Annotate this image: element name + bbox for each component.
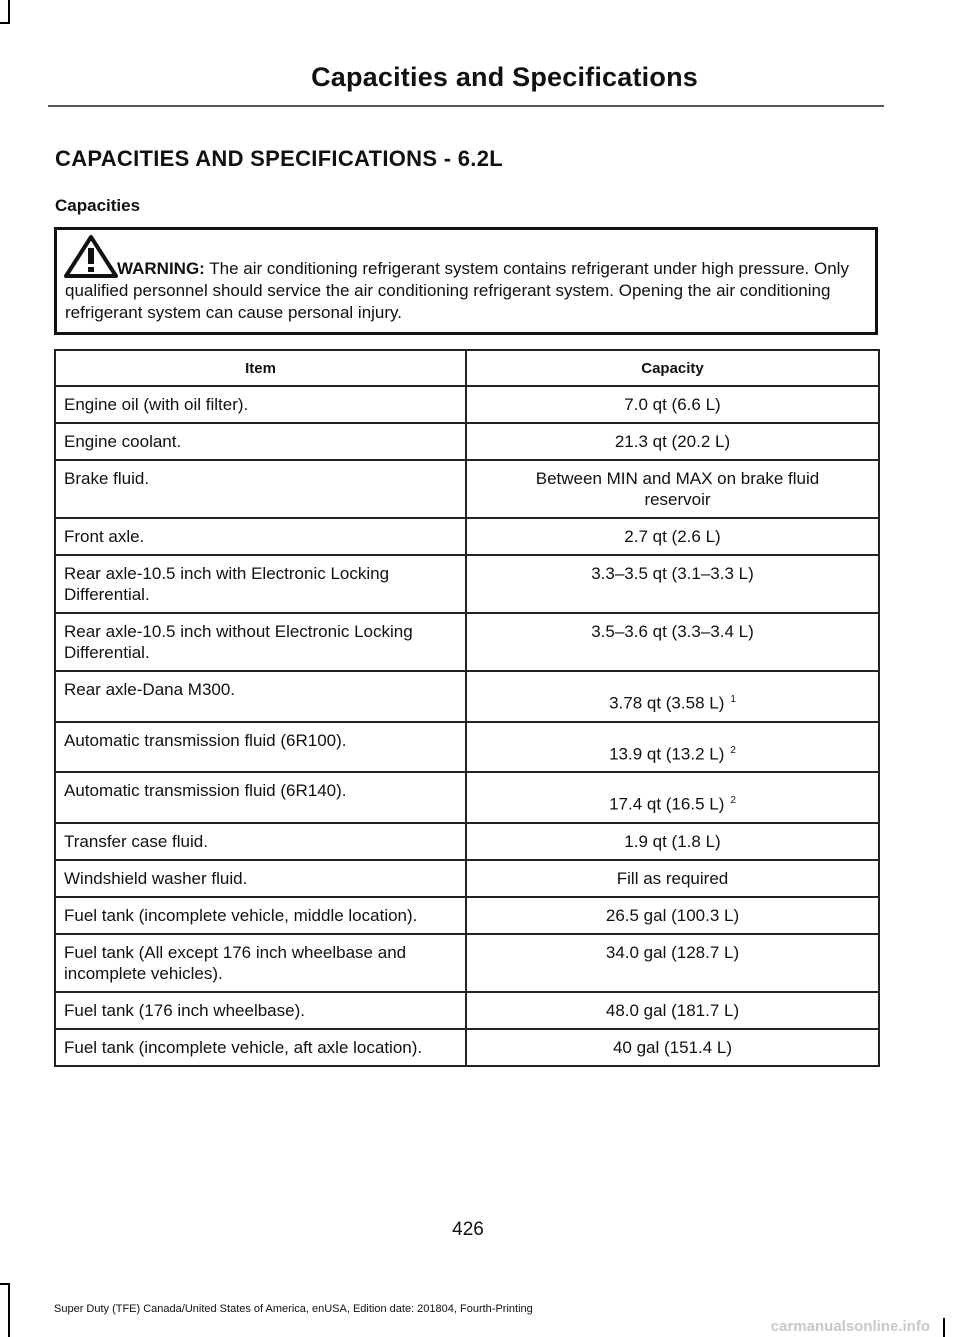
capacity-value: 17.4 qt (16.5 L) <box>609 794 725 814</box>
watermark: carmanualsonline.info <box>770 1318 930 1335</box>
capacity-cell: 48.0 gal (181.7 L) <box>466 992 879 1029</box>
item-cell: Rear axle-Dana M300. <box>55 671 466 722</box>
capacity-cell <box>466 772 879 823</box>
capacity-cell: 3.5–3.6 qt (3.3–3.4 L) <box>466 613 879 671</box>
capacities-table <box>54 349 880 1067</box>
page-number: 426 <box>452 1219 484 1240</box>
item-cell: Engine coolant. <box>55 423 466 460</box>
item-cell: Engine oil (with oil filter). <box>55 386 466 423</box>
table-row <box>55 860 879 897</box>
warning-box <box>54 227 878 335</box>
capacity-cell <box>466 722 879 773</box>
footnote-marker: 1 <box>730 694 736 705</box>
table-row <box>55 386 879 423</box>
table-row <box>55 423 879 460</box>
section-title: CAPACITIES AND SPECIFICATIONS - 6.2L <box>55 146 503 171</box>
capacity-cell: 34.0 gal (128.7 L) <box>466 934 879 992</box>
item-cell: Fuel tank (All except 176 inch wheelbase and incomplete vehicles). <box>55 934 466 992</box>
table-row <box>55 518 879 555</box>
warning-label: WARNING: <box>117 259 205 278</box>
crop-mark-bottom-right <box>943 1318 945 1337</box>
table-row <box>55 772 879 823</box>
item-cell: Windshield washer fluid. <box>55 860 466 897</box>
item-cell: Fuel tank (incomplete vehicle, aft axle location). <box>55 1029 466 1066</box>
item-cell: Brake fluid. <box>55 460 466 518</box>
table-header-row <box>55 350 879 386</box>
capacity-cell: Fill as required <box>466 860 879 897</box>
table-row <box>55 934 879 992</box>
item-cell: Front axle. <box>55 518 466 555</box>
table-row <box>55 460 879 518</box>
footnote-marker: 2 <box>730 795 736 807</box>
crop-mark-top-left-h <box>0 22 10 24</box>
warning-triangle-icon <box>63 234 119 280</box>
page-header-title: Capacities and Specifications <box>311 62 698 92</box>
item-cell: Fuel tank (176 inch wheelbase). <box>55 992 466 1029</box>
crop-mark-bottom-left <box>8 1283 10 1337</box>
capacity-cell: 3.3–3.5 qt (3.1–3.3 L) <box>466 555 879 613</box>
item-cell: Automatic transmission fluid (6R100). <box>55 722 466 773</box>
warning-text <box>65 258 867 324</box>
capacity-cell: Between MIN and MAX on brake fluid reservoir <box>466 460 879 518</box>
table-row <box>55 992 879 1029</box>
footnote-marker: 2 <box>730 744 736 756</box>
item-cell: Rear axle-10.5 inch with Electronic Locking Differential. <box>55 555 466 613</box>
footer-edition-info: Super Duty (TFE) Canada/United States of America, enUSA, Edition date: 201804, Fourth-Printing <box>54 1303 533 1315</box>
item-cell: Transfer case fluid. <box>55 823 466 860</box>
capacity-cell: 40 gal (151.4 L) <box>466 1029 879 1066</box>
table-row <box>55 897 879 934</box>
capacity-cell: 7.0 qt (6.6 L) <box>466 386 879 423</box>
item-cell: Rear axle-10.5 inch without Electronic Locking Differential. <box>55 613 466 671</box>
table-row <box>55 722 879 773</box>
item-cell: Automatic transmission fluid (6R140). <box>55 772 466 823</box>
capacity-cell: 2.7 qt (2.6 L) <box>466 518 879 555</box>
table-row <box>55 823 879 860</box>
table-row <box>55 671 879 722</box>
capacity-value: 13.9 qt (13.2 L) <box>609 744 725 764</box>
table-row <box>55 613 879 671</box>
crop-mark-bottom-left-h <box>0 1283 10 1285</box>
header-divider <box>48 105 884 107</box>
table-row <box>55 555 879 613</box>
capacity-cell: 21.3 qt (20.2 L) <box>466 423 879 460</box>
capacity-cell: 1.9 qt (1.8 L) <box>466 823 879 860</box>
section-subheading: Capacities <box>55 196 141 215</box>
capacity-cell <box>466 671 879 722</box>
capacity-cell: 26.5 gal (100.3 L) <box>466 897 879 934</box>
item-cell: Fuel tank (incomplete vehicle, middle location). <box>55 897 466 934</box>
warning-body: The air conditioning refrigerant system contains refrigerant under high pressure. Only qualified personnel should service the air conditioning refrigerant system. Opening the air conditioning refrigerant system can cause personal injury. <box>65 259 849 322</box>
column-header-capacity: Capacity <box>466 350 879 386</box>
capacity-value: 3.78 qt (3.58 L) <box>609 693 725 713</box>
table-row <box>55 1029 879 1066</box>
crop-mark-top-left <box>8 0 10 24</box>
column-header-item: Item <box>55 350 466 386</box>
